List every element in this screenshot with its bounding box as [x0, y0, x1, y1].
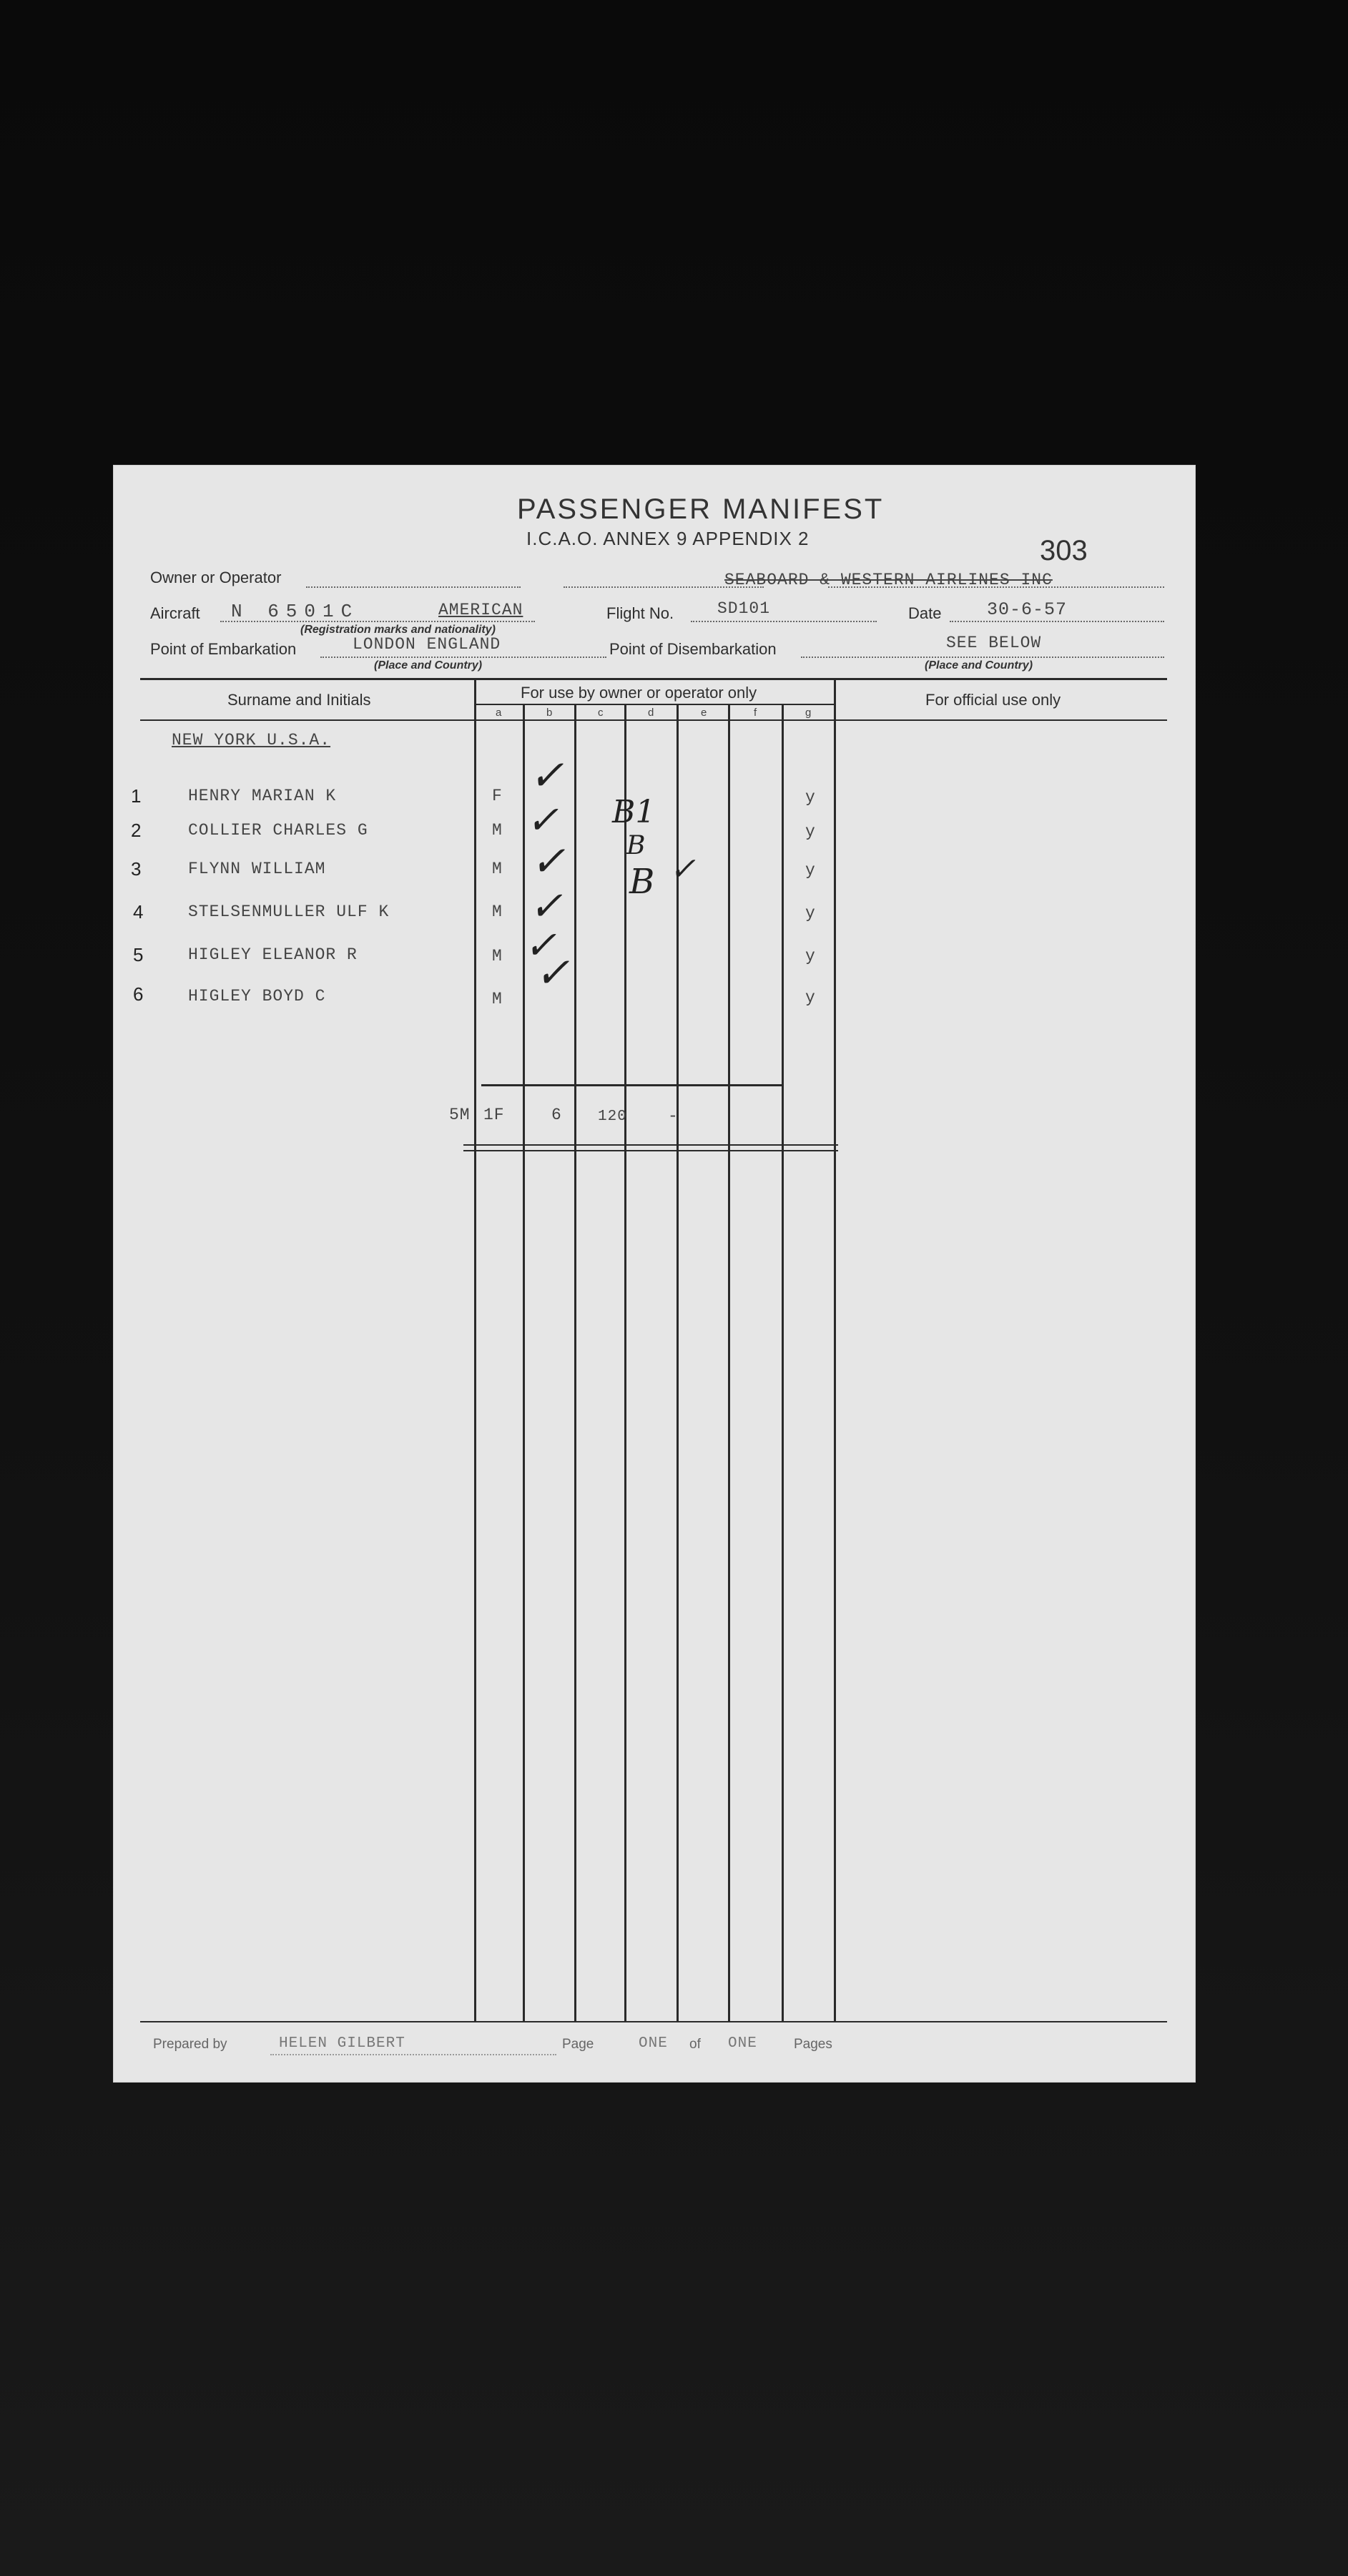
- date-value: 30-6-57: [987, 599, 1068, 620]
- totals-bottom-rule-1: [463, 1144, 838, 1146]
- subcol-e: e: [701, 707, 707, 719]
- row-3-number: 3: [131, 858, 142, 880]
- names-column-header: Surname and Initials: [227, 691, 371, 709]
- row-6-number: 6: [133, 983, 144, 1005]
- form-title: PASSENGER MANIFEST: [517, 493, 885, 525]
- row-5-number: 5: [133, 944, 144, 965]
- row-1-g: y: [805, 788, 816, 807]
- embarkation-dotline: [320, 657, 606, 658]
- col-e-left: [677, 705, 679, 2021]
- total-c: 120: [598, 1108, 627, 1125]
- row-6-name: HIGLEY BOYD C: [188, 987, 326, 1006]
- aircraft-label: Aircraft: [150, 604, 200, 622]
- col-c-left: [574, 705, 576, 2021]
- pages-label: Pages: [794, 2037, 832, 2052]
- embarkation-note: (Place and Country): [374, 659, 483, 672]
- row-6-check-mark: ✓: [535, 948, 570, 997]
- col-a-left: [474, 679, 476, 2021]
- subcol-g: g: [805, 707, 812, 719]
- of-label: of: [689, 2037, 701, 2052]
- row-3-sex: M: [492, 860, 503, 878]
- row-6-g: y: [805, 988, 816, 1007]
- row-3-g: y: [805, 861, 816, 880]
- registration-note: (Registration marks and nationality): [300, 624, 496, 636]
- prepared-dotline: [270, 2054, 556, 2055]
- col-f-left: [728, 705, 730, 2021]
- table-top-rule: [140, 678, 1167, 680]
- row-2-number: 2: [131, 820, 142, 841]
- row-4-name: STELSENMULLER ULF K: [188, 903, 390, 921]
- row-2-sex: M: [492, 821, 503, 840]
- row-2-hand-mark: B1: [612, 794, 656, 830]
- prepared-by-value: HELEN GILBERT: [279, 2035, 405, 2052]
- subcol-c: c: [598, 707, 604, 719]
- row-1-check-mark: ✓: [529, 751, 564, 800]
- row-5-name: HIGLEY ELEANOR R: [188, 945, 358, 964]
- subcol-a: a: [496, 707, 502, 719]
- date-dotline: [950, 621, 1164, 622]
- row-1-number: 1: [131, 785, 142, 807]
- totals-top-rule: [481, 1084, 783, 1086]
- page-value: ONE: [639, 2035, 668, 2052]
- owner-use-header: For use by owner or operator only: [521, 684, 757, 702]
- col-g-left: [782, 705, 784, 2021]
- subcol-d: d: [648, 707, 654, 719]
- aircraft-registration: N 6501C: [231, 601, 360, 622]
- row-4-check-mark: ✓: [529, 883, 563, 930]
- row-4-check-d: ✓: [669, 851, 696, 888]
- prepared-by-label: Prepared by: [153, 2037, 227, 2052]
- subcol-f: f: [754, 707, 757, 719]
- row-4-hand-mark: B: [629, 862, 655, 902]
- total-b: 6: [551, 1106, 562, 1124]
- form-subtitle: I.C.A.O. ANNEX 9 APPENDIX 2: [526, 528, 810, 549]
- row-4-number: 4: [133, 901, 144, 923]
- page-label: Page: [562, 2037, 594, 2052]
- row-3-check-mark: ✓: [531, 837, 566, 885]
- disembarkation-value: SEE BELOW: [946, 634, 1042, 652]
- total-female: 1F: [483, 1106, 505, 1124]
- disembarkation-dotline: [801, 657, 1164, 658]
- row-3-name: FLYNN WILLIAM: [188, 860, 326, 878]
- col-b-left: [523, 705, 525, 2021]
- aircraft-nationality: AMERICAN: [438, 601, 523, 619]
- total-male: 5M: [449, 1106, 471, 1124]
- owner-label: Owner or Operator: [150, 569, 282, 586]
- manifest-sheet: [113, 465, 1196, 2083]
- row-2-g: y: [805, 822, 816, 841]
- row-4-g: y: [805, 904, 816, 923]
- official-use-header: For official use only: [925, 691, 1061, 709]
- aircraft-dotline: [220, 621, 535, 622]
- totals-bottom-rule-2: [463, 1150, 838, 1151]
- flight-value: SD101: [717, 599, 771, 618]
- disembarkation-note: (Place and Country): [925, 659, 1033, 672]
- destination-heading: NEW YORK U.S.A.: [172, 731, 331, 749]
- date-label: Date: [908, 604, 942, 622]
- col-d-left: [624, 705, 626, 2021]
- flight-label: Flight No.: [606, 604, 674, 622]
- row-1-sex: F: [492, 787, 503, 805]
- row-1-name: HENRY MARIAN K: [188, 787, 337, 805]
- col-official-left: [834, 679, 836, 2021]
- table-header-rule: [140, 719, 1167, 721]
- row-6-sex: M: [492, 990, 503, 1008]
- subcol-b: b: [546, 707, 553, 719]
- embarkation-value: LONDON ENGLAND: [353, 635, 501, 654]
- flight-dotline: [691, 621, 877, 622]
- owner-value: SEABOARD & WESTERN AIRLINES INC: [724, 571, 1053, 589]
- owner-dotline: [306, 586, 521, 588]
- row-5-sex: M: [492, 947, 503, 965]
- row-2-check-mark: ✓: [526, 797, 559, 842]
- row-5-check-mark: ✓: [524, 923, 557, 968]
- of-value: ONE: [728, 2035, 757, 2052]
- total-d: -: [668, 1107, 679, 1126]
- footer-rule: [140, 2021, 1167, 2022]
- disembarkation-label: Point of Disembarkation: [609, 640, 777, 658]
- page-ref-number: 303: [1040, 535, 1088, 566]
- embarkation-label: Point of Embarkation: [150, 640, 297, 658]
- row-5-g: y: [805, 947, 816, 965]
- row-3-hand-mark: B: [626, 831, 646, 860]
- row-4-sex: M: [492, 903, 503, 921]
- row-2-name: COLLIER CHARLES G: [188, 821, 368, 840]
